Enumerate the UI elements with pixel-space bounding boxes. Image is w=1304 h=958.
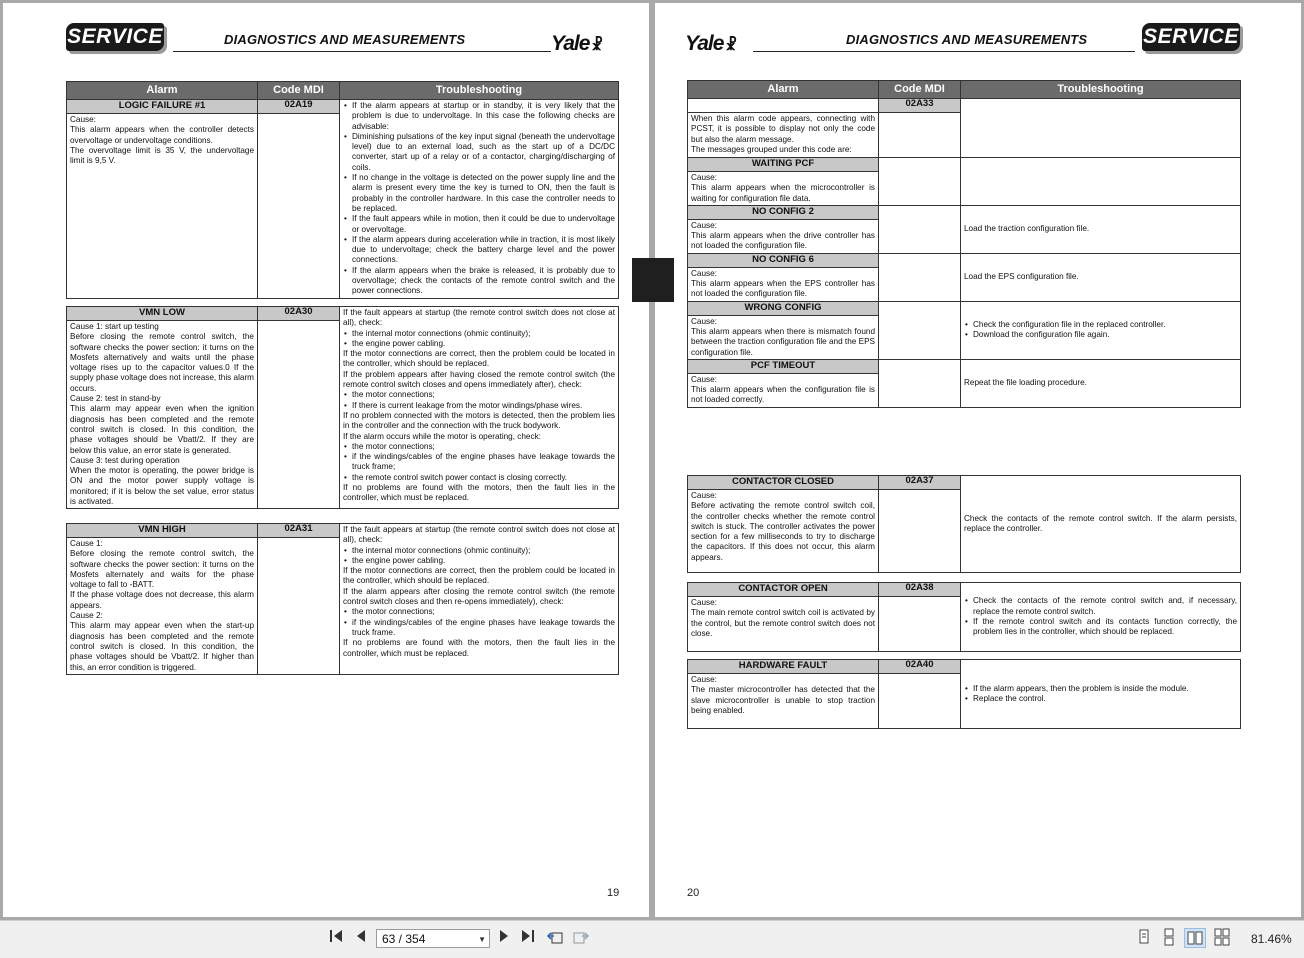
trouble-text: If the fault appears at startup (the remote control switch does not close at all), check: [343,308,615,328]
cause-line: Before closing the remote control switch, the software checks the power section: it turns on the Mosfets alternately and waits for the phase voltage to fall to -BATT. [70,549,254,590]
cause-line: Cause 1: [70,539,103,548]
troubleshooting-cell [340,100,619,299]
col-header-troubleshooting: Troubleshooting [961,81,1241,99]
cause-line: If the phase voltage does not decrease, this alarm appears. [70,590,254,610]
cause-line: Before closing the remote control switch, the software checks the power section: it turns on the Mosfets alternatively and waits until the phase voltage rises up to the capacitor values.0 If the supply phase voltage does not increase, this alarm occurs. [70,332,254,393]
alarm-code: 02A38 [879,583,961,597]
page-number: 20 [687,887,700,899]
troubleshooting-cell [961,359,1241,407]
alarm-name: LOGIC FAILURE #1 [67,100,258,114]
page-number: 19 [607,887,620,899]
trouble-text: If the alarm occurs while the motor is operating, check: [343,431,541,441]
col-header-code: Code MDI [258,82,340,100]
trouble-list [343,329,615,350]
troubleshooting-cell [961,660,1241,729]
go-forward-view-icon[interactable] [571,928,591,948]
list-item: • Replace the control. [964,694,1237,704]
troubleshooting-cell [340,524,619,675]
yale-emblem-icon: ☧ [725,37,738,54]
alarm-code: 02A33 [879,99,961,113]
alarm-name: WAITING PCF [688,158,879,172]
last-page-icon[interactable] [518,928,538,948]
trouble-text: If the motor connections are correct, then the problem could be located in the controller, which should be replaced. [343,349,615,369]
trouble-list [343,390,615,411]
alarm-name: NO CONFIG 6 [688,253,879,267]
list-item: • the remote control switch power contact is closing correctly. [343,473,615,483]
page-number-field[interactable] [376,929,490,948]
alarm-table-vmn-high [66,523,619,675]
service-badge: SERVICE [66,23,164,51]
list-item: • Check the configuration file in the replaced controller. [964,320,1237,330]
cause-cell [67,538,258,675]
troubleshooting-cell [340,307,619,509]
header-rule [173,51,551,52]
alarm-table-02A37 [687,475,1241,573]
troubleshooting-cell [961,158,1241,206]
alarm-name: PCF TIMEOUT [688,359,879,373]
list-item: • the engine power cabling. [343,339,615,349]
yale-logo: Yale ☧ [551,32,604,55]
list-item: • If the alarm appears at startup or in standby, it is very likely that the problem is due to undervoltage. In this case the following checks are advisable: [343,101,615,132]
list-item: • Diminishing pulsations of the key input signal (beneath the undervoltage level) due to an external load, such as the start up of a DC/DC converter, start up of a relay or of a contactor, charging/discharging of coils. [343,132,615,173]
cause-cell: Cause: This alarm appears when the drive controller has not loaded the configuration file. [688,219,879,253]
alarm-name: HARDWARE FAULT [688,660,879,674]
list-item: • If the alarm appears, then the problem is inside the module. [964,684,1237,694]
troubleshooting-cell [961,205,1241,253]
list-item: • If there is current leakage from the motor windings/phase wires. [343,401,615,411]
list-item: • the motor connections; [343,607,615,617]
alarm-table-02A40 [687,659,1241,729]
yale-logo: Yale ☧ [685,32,738,55]
page-indicator-value: 63 / 354 [382,932,426,946]
left-page [3,3,649,917]
trouble-list [964,320,1237,341]
trouble-text: If no problems are found with the motors, then the fault lies in the controller, which must be replaced. [343,638,615,658]
list-item: • If the remote control switch and its contacts function correctly, the problem lies in the controller, which should be replaced. [964,617,1237,638]
col-header-troubleshooting: Troubleshooting [340,82,619,100]
alarm-name: VMN LOW [67,307,258,321]
viewer-toolbar [0,920,1304,958]
trouble-text: If no problems are found with the motors, then the fault lies in the controller, which must be replaced. [343,483,615,503]
trouble-list [343,607,615,638]
list-item: • the internal motor connections (ohmic continuity); [343,329,615,339]
list-item: • the engine power cabling. [343,556,615,566]
zoom-level[interactable]: 81.46% [1251,932,1292,946]
cause-line: Cause 2: [70,611,103,621]
list-item: • Download the configuration file again. [964,330,1237,340]
yale-emblem-icon: ☧ [591,37,604,54]
list-item: • if the windings/cables of the engine phases have leakage towards the truck frame. [343,618,615,639]
next-page-icon[interactable] [494,928,514,948]
trouble-text: Check the contacts of the remote control switch. If the alarm persists, replace the controller. [964,513,1237,533]
trouble-list [343,442,615,483]
trouble-text: If the problem appears after having closed the remote control switch (the remote control switch closes and opens immediately after), check: [343,369,615,390]
troubleshooting-cell [961,476,1241,573]
alarm-name: CONTACTOR CLOSED [688,476,879,490]
cause-line: Cause 1: start up testing [70,322,159,331]
cause-cell: Cause: The main remote control switch coil is activated by the control, but the remote control switch does not close. [688,597,879,652]
list-item: • Check the contacts of the remote control switch and, if necessary, replace the remote control switch. [964,596,1237,617]
alarm-code: 02A37 [879,476,961,490]
two-page-continuous-view-icon[interactable] [1211,928,1233,948]
trouble-list [343,546,615,567]
page-header-title: DIAGNOSTICS AND MEASUREMENTS [846,32,1088,47]
trouble-text: If the fault appears at startup (the remote control switch does not close at all), check: [343,525,615,545]
cause-cell [67,114,258,299]
cause-line: Cause 2: test in stand-by [70,394,161,404]
right-page [655,3,1301,917]
cause-line: Cause: [70,115,96,124]
continuous-view-icon[interactable] [1158,928,1180,948]
list-item: • If the alarm appears during acceleration while in traction, it is most likely due to undervoltage; check the battery charge level and the power connections. [343,235,615,266]
troubleshooting-cell [961,583,1241,652]
alarm-table-02A38 [687,582,1241,652]
troubleshooting-cell [961,301,1241,359]
cause-line: This alarm may appear even when the start-up diagnosis has been completed and the remote control switch is closed. In this condition, the phase voltages should be Vbatt/2. If higher than this, an error condition is triggered. [70,621,254,672]
alarm-name: VMN HIGH [67,524,258,538]
trouble-text: If no problem connected with the motors is detected, then the problem lies in the controller and the connection with the truck bodywork. [343,410,615,431]
page-header-title: DIAGNOSTICS AND MEASUREMENTS [224,32,466,47]
alarm-table-02A33 [687,80,1241,408]
col-header-alarm: Alarm [67,82,258,100]
intro-cell: When this alarm code appears, connecting with PCST, it is possible to display not only the code but also the alarm message. The messages grouped under this code are: [688,113,879,158]
service-badge: SERVICE [1142,23,1240,51]
list-item: • the internal motor connections (ohmic continuity); [343,546,615,556]
list-item: • If the fault appears while in motion, then it could be due to undervoltage or overvoltage. [343,214,615,235]
alarm-code: 02A30 [258,307,340,321]
cause-cell: Cause: This alarm appears when there is mismatch found between the traction configuration file and the EPS configuration file. [688,315,879,359]
trouble-text: If the motor connections are correct, then the problem could be located in the controller, which should be replaced. [343,566,615,586]
list-item: • the motor connections; [343,390,615,400]
go-back-view-icon[interactable] [545,928,565,948]
alarm-name: CONTACTOR OPEN [688,583,879,597]
cause-cell: Cause: This alarm appears when the microcontroller is waiting for configuration file data. [688,172,879,206]
cause-line: Cause 3: test during operation [70,455,180,465]
cause-cell: Cause: Before activating the remote control switch coil, the controller checks whether the remote control switch is stuck. The controller activates the power section for a few milliseconds to try to discharge the capacitors. If this does not occur, this alarm appears. [688,490,879,573]
list-item: • If no change in the voltage is detected on the power supply line and the alarm is present every time the key is turned to ON, then the fault is probably in the controller hardware. In this case the controller needs to be replaced. [343,173,615,214]
chevron-down-icon[interactable]: ▼ [478,935,486,944]
header-rule [753,51,1135,52]
first-page-icon[interactable] [326,928,346,948]
list-item: • if the windings/cables of the engine phases have leakage towards the truck frame; [343,452,615,473]
trouble-list [964,684,1237,705]
cause-cell [67,321,258,509]
cause-line: When the motor is operating, the power bridge is ON and the motor power supply voltage is monitored; if it is below the set value, error status is activated. [70,466,254,507]
trouble-text: If the alarm appears after closing the remote control switch (the remote control switch closes and then re-opens immediately), check: [343,586,615,607]
list-item: • the motor connections; [343,442,615,452]
alarm-table-logic-failure [66,81,619,299]
list-item: • If the alarm appears when the brake is released, it is probably due to overvoltage; check the contacts of the remote control switch and the power connections. [343,266,615,297]
cause-cell: Cause: The master microcontroller has detected that the slave microcontroller is unable to stop traction being enabled. [688,674,879,729]
alarm-code: 02A31 [258,524,340,538]
prev-page-icon[interactable] [351,928,371,948]
single-page-view-icon[interactable] [1133,928,1155,948]
cause-cell: Cause: This alarm appears when the configuration file is not loaded correctly. [688,373,879,407]
cause-cell: Cause: This alarm appears when the EPS controller has not loaded the configuration file. [688,267,879,301]
alarm-name: NO CONFIG 2 [688,205,879,219]
alarm-code: 02A19 [258,100,340,114]
alarm-table-vmn-low [66,306,619,509]
two-page-view-icon[interactable] [1184,928,1206,948]
alarm-name: WRONG CONFIG [688,301,879,315]
cause-line: This alarm may appear even when the ignition diagnosis has been completed and the remote control switch is closed. In this condition, the phase voltages should be Vbatt/2. If they are below this value, an error state is generated. [70,404,254,455]
trouble-text: Load the traction configuration file. [964,224,1090,234]
troubleshooting-cell [961,253,1241,301]
page-spine-marker [632,258,674,302]
trouble-list [964,596,1237,637]
alarm-code: 02A40 [879,660,961,674]
col-header-code: Code MDI [879,81,961,99]
trouble-text: Repeat the file loading procedure. [964,378,1087,388]
cause-line: This alarm appears when the controller detects overvoltage or undervoltage conditions. [70,125,254,145]
trouble-text: Load the EPS configuration file. [964,272,1079,282]
cause-line: The overvoltage limit is 35 V, the undervoltage limit is 9,5 V. [70,145,254,166]
col-header-alarm: Alarm [688,81,879,99]
